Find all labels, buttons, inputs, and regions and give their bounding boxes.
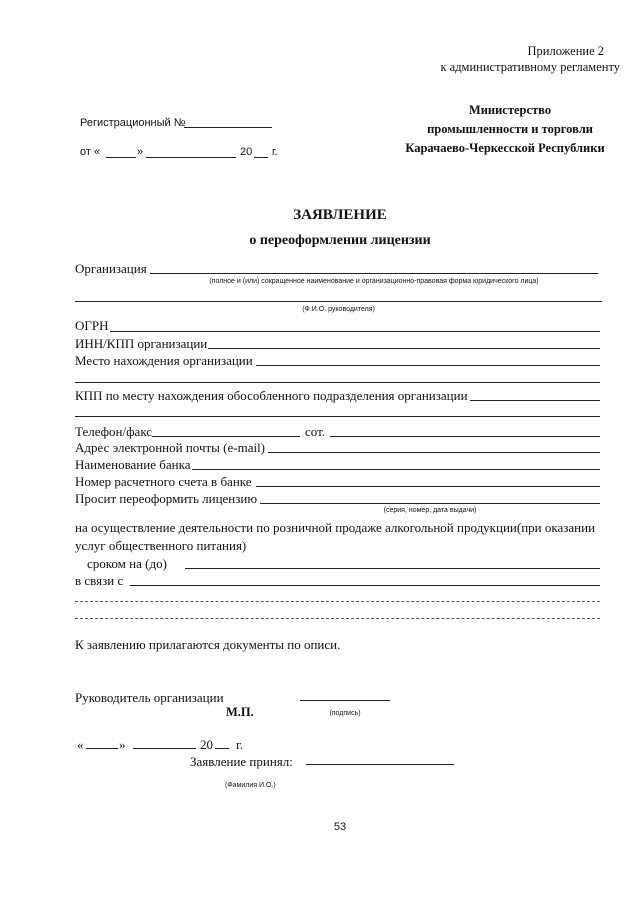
appendix-reference: к административному регламенту [440,60,620,74]
reason-label: в связи с [75,573,124,588]
email-label: Адрес электронной почты (e-mail) [75,440,266,455]
request-hint: (серия, номер, дата выдачи) [383,507,477,514]
registration-year-field[interactable] [254,157,268,158]
registration-date-open: от « [80,146,101,158]
mobile-label: сот. [305,424,326,439]
ministry-name-line2: промышленности и торговли [427,122,593,136]
email-field[interactable] [268,452,600,453]
registration-month-field[interactable] [146,157,236,158]
bank-field[interactable] [192,469,600,470]
organization-hint: (полное и (или) сокращенное наименование и организационно-правовая форма юридического лица) [209,278,539,285]
location-field-continued[interactable] [75,382,600,383]
head-name-hint: (Ф.И.О. руководителя) [302,306,375,313]
head-signature-field[interactable] [300,700,390,701]
registration-year-prefix: 20 [240,146,253,158]
phone-field[interactable] [152,436,300,437]
accepted-label: Заявление принял: [190,754,293,769]
request-label: Просит переоформить лицензию [75,491,258,506]
ogrn-label: ОГРН [75,318,109,333]
organization-field[interactable] [150,273,598,274]
reason-field-line3[interactable] [75,618,600,619]
activity-line2: услуг общественного питания) [75,538,247,553]
ogrn-field[interactable] [110,331,600,332]
document-subtitle: о переоформлении лицензии [249,233,431,248]
registration-number-field[interactable] [184,127,272,128]
location-field[interactable] [256,365,600,366]
sign-date-open: « [77,737,84,752]
inn-kpp-field[interactable] [208,348,600,349]
sign-year-suffix: г. [236,737,244,752]
surname-hint: (Фамилия И.О.) [225,782,276,789]
sign-month-field[interactable] [133,748,196,749]
bank-label: Наименование банка [75,457,191,472]
accepted-field[interactable] [306,764,454,765]
signature-hint: (подпись) [329,710,361,717]
kpp-branch-label: КПП по месту нахождения обособленного подразделения организации [75,388,468,403]
head-name-field[interactable] [75,301,602,302]
reason-field[interactable] [130,585,600,586]
registration-day-field[interactable] [106,157,136,158]
account-label: Номер расчетного счета в банке [75,474,252,489]
request-field[interactable] [260,503,600,504]
attachments-note: К заявлению прилагаются документы по описи. [75,637,341,652]
term-label: сроком на (до) [87,556,167,571]
location-label: Место нахождения организации [75,353,253,368]
ministry-name-line1: Министерство [468,103,552,117]
registration-date-close: » [137,146,144,158]
appendix-number: Приложение 2 [527,44,604,58]
sign-date-close: » [119,737,126,752]
document-title: ЗАЯВЛЕНИЕ [293,207,387,223]
kpp-branch-field-continued[interactable] [75,416,600,417]
organization-label: Организация [75,261,147,276]
inn-kpp-label: ИНН/КПП организации [75,336,208,351]
sign-year-field[interactable] [215,748,229,749]
sign-year-prefix: 20 [200,737,213,752]
head-signature-label: Руководитель организации [75,690,224,705]
phone-label: Телефон/факс [75,424,153,439]
page-number: 53 [333,821,347,833]
mobile-field[interactable] [330,436,600,437]
registration-year-suffix: г. [272,146,278,158]
term-field[interactable] [185,568,600,569]
kpp-branch-field[interactable] [470,400,600,401]
ministry-name-line3: Карачаево-Черкесской Республики [405,141,605,155]
reason-field-line2[interactable] [75,601,600,602]
activity-line1: на осуществление деятельности по розничной продаже алкогольной продукции(при оказании [75,520,596,535]
registration-label: Регистрационный № [80,117,186,129]
account-field[interactable] [256,486,600,487]
stamp-label: М.П. [226,705,254,719]
sign-day-field[interactable] [86,748,118,749]
